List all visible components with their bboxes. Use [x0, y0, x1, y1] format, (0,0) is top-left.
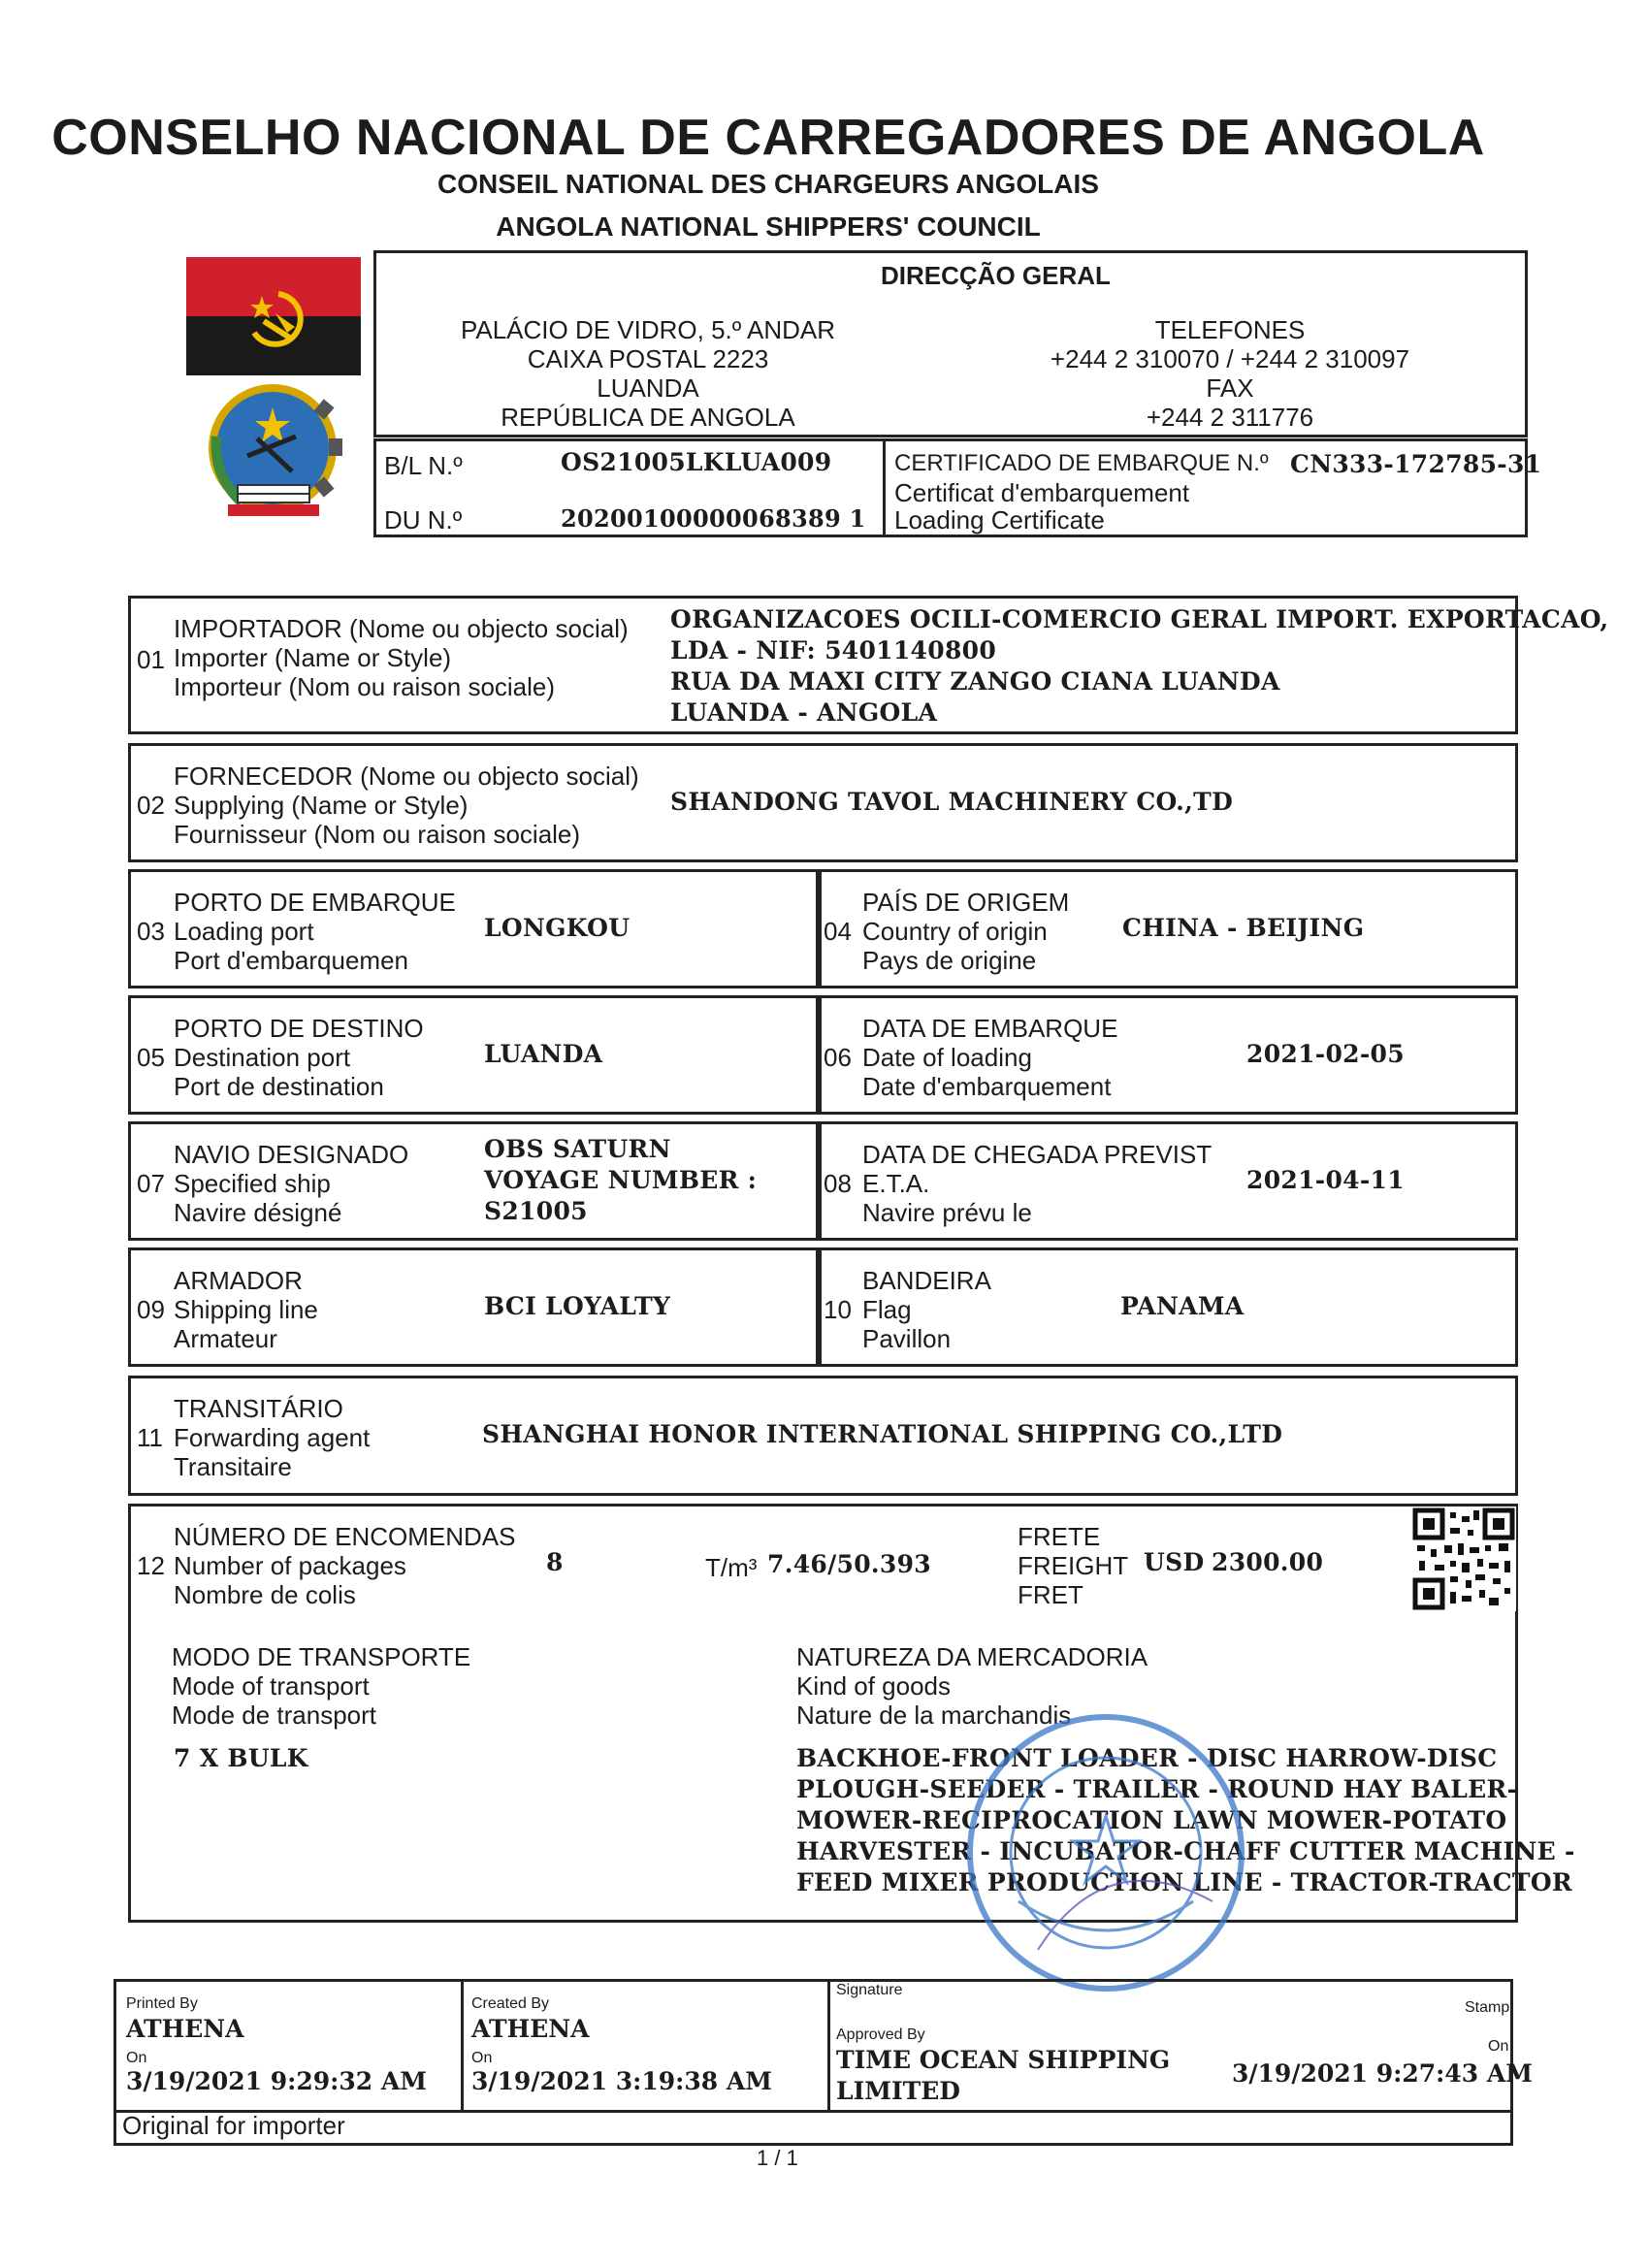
origin-value: CHINA - BEIJING [1122, 914, 1365, 942]
voyage-number-value: S21005 [484, 1197, 588, 1225]
official-stamp [960, 1707, 1251, 1998]
stamp-on-label: On [1488, 2038, 1509, 2055]
angola-emblem [199, 378, 346, 526]
stamp-on-value: 3/19/2021 9:27:43 AM [1232, 2059, 1533, 2088]
bl-number: OS21005LKLUA009 [561, 448, 832, 476]
shipping-line-box [128, 1247, 819, 1367]
supplier-label-en: Supplying (Name or Style) [174, 791, 469, 820]
signature-label: Signature [836, 1982, 903, 1998]
cert-label: CERTIFICADO DE EMBARQUE N.º [894, 450, 1269, 476]
subtitle-english: ANGOLA NATIONAL SHIPPERS' COUNCIL [496, 211, 1041, 242]
eta-label-pt: DATA DE CHEGADA PREVIST [862, 1140, 1212, 1169]
freight-value: 2300.00 [1212, 1548, 1324, 1576]
agent-label-pt: TRANSITÁRIO [174, 1394, 343, 1423]
field-number: 10 [824, 1295, 852, 1324]
loading-port-value: LONGKOU [484, 914, 630, 942]
loading-port-label-en: Loading port [174, 917, 314, 946]
importer-value-line: RUA DA MAXI CITY ZANGO CIANA LUANDA [670, 667, 1280, 696]
flag-label-fr: Pavillon [862, 1324, 952, 1353]
forwarding-agent-box [128, 1376, 1518, 1496]
address-line: PALÁCIO DE VIDRO, 5.º ANDAR [460, 315, 836, 344]
goods-label-fr: Nature de la marchandis [796, 1701, 1072, 1730]
ship-label-pt: NAVIO DESIGNADO [174, 1140, 409, 1169]
field-number: 08 [824, 1169, 852, 1198]
tm-value: 7.46/50.393 [767, 1550, 931, 1578]
field-number: 11 [137, 1423, 163, 1452]
packages-label-pt: NÚMERO DE ENCOMENDAS [174, 1522, 516, 1551]
voyage-label-value: VOYAGE NUMBER : [484, 1166, 758, 1194]
created-by-label: Created By [471, 1995, 550, 2012]
goods-value-line: HARVESTER - INCUBATOR-CHAFF CUTTER MACHINE - [796, 1837, 1575, 1865]
field-number: 09 [137, 1295, 165, 1324]
freight-label-pt: FRETE [1018, 1522, 1101, 1551]
origin-label-pt: PAÍS DE ORIGEM [862, 888, 1070, 917]
approved-by-value: LIMITED [836, 2077, 960, 2105]
loading-port-label-fr: Port d'embarquemen [174, 946, 408, 975]
page-title: CONSELHO NACIONAL DE CARREGADORES DE ANGOLA [51, 110, 1485, 166]
shipping-line-label-en: Shipping line [174, 1295, 318, 1324]
reference-box [373, 438, 1542, 537]
phones-label: TELEFONES [1154, 315, 1306, 344]
importer-value-line: LDA - NIF: 5401140800 [670, 636, 997, 664]
address-line: CAIXA POSTAL 2223 [527, 344, 769, 373]
stamp-label: Stamp [1465, 1999, 1510, 2016]
created-on-label: On [471, 2050, 493, 2066]
importer-label-en: Importer (Name or Style) [174, 643, 452, 672]
packages-label-fr: Nombre de colis [174, 1580, 356, 1609]
field-number: 05 [137, 1043, 165, 1072]
importer-value-line: ORGANIZACOES OCILI-COMERCIO GERAL IMPORT. EXPORTACAO, [670, 605, 1609, 633]
printed-on-label: On [126, 2050, 147, 2066]
ship-label-fr: Navire désigné [174, 1198, 342, 1227]
cert-number: CN333-172785-31 [1290, 450, 1542, 478]
qr-code[interactable] [1411, 1507, 1516, 1611]
freight-label-en: FREIGHT [1018, 1551, 1129, 1580]
eta-label-en: E.T.A. [862, 1169, 930, 1198]
direccao-heading: DIRECÇÃO GERAL [881, 261, 1111, 290]
agent-value: SHANGHAI HONOR INTERNATIONAL SHIPPING CO.,LTD [482, 1420, 1283, 1448]
shipping-line-value: BCI LOYALTY [484, 1292, 671, 1320]
agent-label-fr: Transitaire [174, 1452, 292, 1481]
address-box [373, 250, 1528, 437]
destination-label-pt: PORTO DE DESTINO [174, 1014, 424, 1043]
page-number: 1 / 1 [757, 2146, 798, 2170]
destination-label-fr: Port de destination [174, 1072, 384, 1101]
original-for-importer-box [113, 2107, 1513, 2146]
destination-label-en: Destination port [174, 1043, 351, 1072]
loading-date-box [819, 995, 1518, 1115]
origin-label-fr: Pays de origine [862, 946, 1037, 975]
shipping-line-label-pt: ARMADOR [174, 1266, 303, 1295]
field-number: 06 [824, 1043, 852, 1072]
goods-value-line: FEED MIXER PRODUCTION LINE - TRACTOR-TRACTOR [796, 1868, 1572, 1896]
supplier-label-fr: Fournisseur (Nom ou raison sociale) [174, 820, 581, 849]
du-number: 20200100000068389 1 [561, 504, 866, 533]
flag-value: PANAMA [1120, 1292, 1245, 1320]
flag-label-pt: BANDEIRA [862, 1266, 991, 1295]
subtitle-french: CONSEIL NATIONAL DES CHARGEURS ANGOLAIS [437, 169, 1099, 199]
flag-label-en: Flag [862, 1295, 912, 1324]
eta-label-fr: Navire prévu le [862, 1198, 1032, 1227]
phones-value: +244 2 310070 / +244 2 310097 [1050, 344, 1410, 373]
du-label: DU N.º [384, 505, 463, 535]
freight-label-fr: FRET [1018, 1580, 1083, 1609]
printed-by-label: Printed By [126, 1995, 198, 2012]
field-number: 07 [137, 1169, 165, 1198]
transport-label-en: Mode of transport [172, 1671, 370, 1701]
approved-by-value: TIME OCEAN SHIPPING [836, 2046, 1171, 2074]
address-line: LUANDA [597, 373, 699, 403]
fax-label: FAX [1206, 373, 1254, 403]
goods-value-line: BACKHOE-FRONT LOADER - DISC HARROW-DISC [796, 1744, 1498, 1772]
eta-value: 2021-04-11 [1246, 1166, 1405, 1194]
cargo-box [128, 1504, 1575, 1923]
importer-label-pt: IMPORTADOR (Nome ou objecto social) [174, 614, 629, 643]
field-number: 01 [137, 645, 165, 674]
angola-flag [186, 257, 361, 375]
field-number: 02 [137, 791, 165, 820]
supplier-label-pt: FORNECEDOR (Nome ou objecto social) [174, 761, 639, 791]
loading-date-label-en: Date of loading [862, 1043, 1032, 1072]
loading-date-label-pt: DATA DE EMBARQUE [862, 1014, 1118, 1043]
loading-port-label-pt: PORTO DE EMBARQUE [174, 888, 456, 917]
fax-value: +244 2 311776 [1146, 403, 1314, 432]
created-on-value: 3/19/2021 3:19:38 AM [471, 2067, 772, 2095]
loading-date-value: 2021-02-05 [1246, 1040, 1405, 1068]
eta-box [819, 1121, 1518, 1241]
tm-label: T/m³ [705, 1553, 758, 1582]
importer-value-line: LUANDA - ANGOLA [670, 698, 938, 727]
transport-value: 7 X BULK [174, 1744, 308, 1772]
destination-value: LUANDA [484, 1040, 603, 1068]
field-number: 04 [824, 917, 852, 946]
packages-value: 8 [546, 1548, 564, 1576]
field-number: 03 [137, 917, 165, 946]
shipping-line-label-fr: Armateur [174, 1324, 277, 1353]
cert-label-fr: Certificat d'embarquement [894, 478, 1190, 507]
transport-label-fr: Mode de transport [172, 1701, 377, 1730]
loading-port-box [128, 869, 819, 988]
goods-label-pt: NATUREZA DA MERCADORIA [796, 1642, 1148, 1671]
printed-on-value: 3/19/2021 9:29:32 AM [126, 2067, 427, 2095]
supplier-box [128, 743, 1518, 862]
approved-by-label: Approved By [836, 2026, 925, 2043]
agent-label-en: Forwarding agent [174, 1423, 371, 1452]
printed-by-value: ATHENA [126, 2015, 244, 2043]
packages-label-en: Number of packages [174, 1551, 406, 1580]
transport-label-pt: MODO DE TRANSPORTE [172, 1642, 471, 1671]
ship-box [128, 1121, 819, 1241]
created-by-value: ATHENA [471, 2015, 590, 2043]
cert-label-en: Loading Certificate [894, 505, 1105, 535]
flag-box [819, 1247, 1518, 1367]
importer-box [128, 596, 1609, 734]
footer-table [113, 1979, 1533, 2113]
ship-label-en: Specified ship [174, 1169, 331, 1198]
field-number: 12 [137, 1551, 165, 1580]
importer-label-fr: Importeur (Nom ou raison sociale) [174, 672, 556, 701]
goods-value-line: MOWER-RECIPROCATION LAWN MOWER-POTATO [796, 1806, 1507, 1834]
origin-country-box [819, 869, 1518, 988]
freight-currency: USD [1144, 1548, 1205, 1576]
goods-value-line: PLOUGH-SEEDER - TRAILER - ROUND HAY BALER- [796, 1775, 1518, 1803]
ship-name-value: OBS SATURN [484, 1135, 671, 1163]
address-line: REPÚBLICA DE ANGOLA [501, 403, 795, 432]
bl-label: B/L N.º [384, 451, 463, 480]
origin-label-en: Country of origin [862, 917, 1048, 946]
destination-port-box [128, 995, 819, 1115]
supplier-value: SHANDONG TAVOL MACHINERY CO.,TD [670, 788, 1234, 816]
goods-label-en: Kind of goods [796, 1671, 952, 1701]
loading-date-label-fr: Date d'embarquement [862, 1072, 1112, 1101]
original-for-importer: Original for importer [122, 2111, 345, 2140]
